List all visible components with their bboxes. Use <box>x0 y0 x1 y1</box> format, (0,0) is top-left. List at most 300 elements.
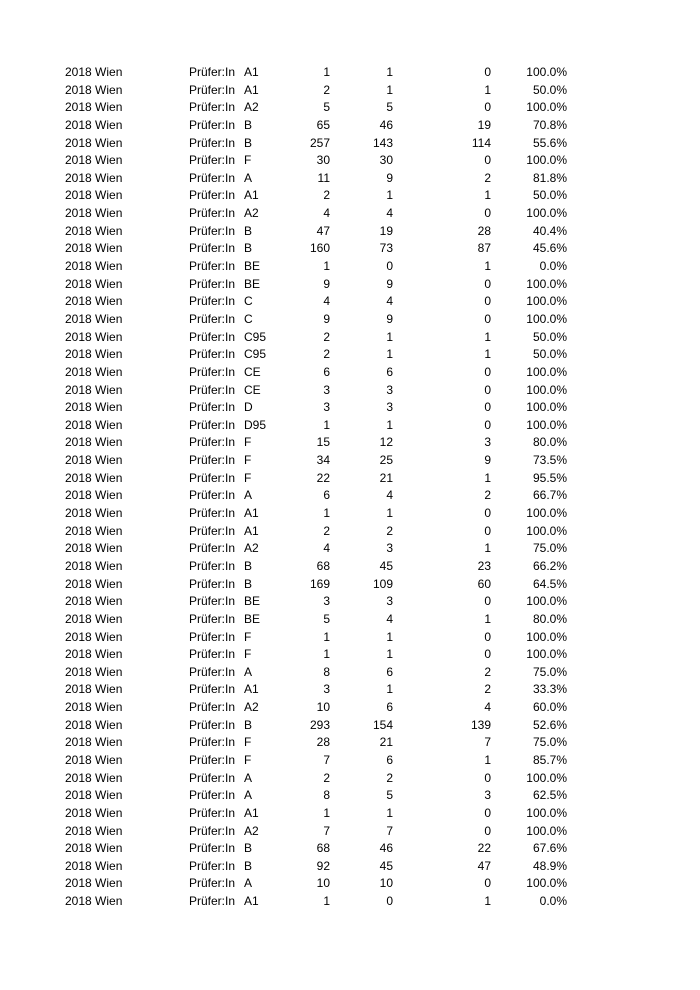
passed-count-cell: 0 <box>386 259 393 274</box>
role-cell: Prüfer:In <box>189 523 236 538</box>
license-class-cell: B <box>244 558 253 573</box>
license-class-cell: A1 <box>244 188 259 203</box>
license-class-cell: BE <box>244 276 261 291</box>
pass-rate-cell: 0.0% <box>539 894 567 909</box>
table-row <box>0 611 700 629</box>
total-count-cell: 9 <box>323 276 330 291</box>
total-count-cell: 3 <box>323 400 330 415</box>
total-count-cell: 2 <box>323 329 330 344</box>
passed-count-cell: 3 <box>386 400 393 415</box>
license-class-cell: C95 <box>244 329 267 344</box>
year-location-cell: 2018 Wien <box>65 682 123 697</box>
table-row <box>0 364 700 382</box>
license-class-cell: B <box>244 117 253 132</box>
role-cell: Prüfer:In <box>189 823 236 838</box>
license-class-cell: D <box>244 400 253 415</box>
total-count-cell: 3 <box>323 594 330 609</box>
table-row <box>0 417 700 435</box>
year-location-cell: 2018 Wien <box>65 629 123 644</box>
year-location-cell: 2018 Wien <box>65 752 123 767</box>
year-location-cell: 2018 Wien <box>65 417 123 432</box>
table-row <box>0 205 700 223</box>
total-count-cell: 8 <box>323 664 330 679</box>
total-count-cell: 257 <box>309 135 330 150</box>
passed-count-cell: 4 <box>386 294 393 309</box>
total-count-cell: 160 <box>309 241 330 256</box>
failed-count-cell: 0 <box>484 647 491 662</box>
year-location-cell: 2018 Wien <box>65 188 123 203</box>
table-row <box>0 699 700 717</box>
license-class-cell: B <box>244 858 253 873</box>
year-location-cell: 2018 Wien <box>65 823 123 838</box>
failed-count-cell: 1 <box>484 347 491 362</box>
failed-count-cell: 0 <box>484 65 491 79</box>
total-count-cell: 5 <box>323 611 330 626</box>
table-row <box>0 734 700 752</box>
role-cell: Prüfer:In <box>189 206 236 221</box>
passed-count-cell: 46 <box>379 117 393 132</box>
pass-rate-cell: 50.0% <box>532 347 567 362</box>
role-cell: Prüfer:In <box>189 594 236 609</box>
table-row <box>0 858 700 876</box>
year-location-cell: 2018 Wien <box>65 206 123 221</box>
role-cell: Prüfer:In <box>189 259 236 274</box>
role-cell: Prüfer:In <box>189 735 236 750</box>
table-row <box>0 875 700 893</box>
failed-count-cell: 0 <box>484 805 491 820</box>
role-cell: Prüfer:In <box>189 488 236 503</box>
role-cell: Prüfer:In <box>189 400 236 415</box>
role-cell: Prüfer:In <box>189 276 236 291</box>
year-location-cell: 2018 Wien <box>65 170 123 185</box>
total-count-cell: 10 <box>316 700 330 715</box>
failed-count-cell: 0 <box>484 364 491 379</box>
table-row <box>0 170 700 188</box>
license-class-cell: B <box>244 241 253 256</box>
year-location-cell: 2018 Wien <box>65 788 123 803</box>
role-cell: Prüfer:In <box>189 453 236 468</box>
total-count-cell: 6 <box>323 488 330 503</box>
table-row <box>0 487 700 505</box>
passed-count-cell: 1 <box>386 347 393 362</box>
passed-count-cell: 4 <box>386 206 393 221</box>
year-location-cell: 2018 Wien <box>65 541 123 556</box>
pass-rate-cell: 66.7% <box>532 488 567 503</box>
table-row <box>0 576 700 594</box>
table-row <box>0 187 700 205</box>
table-row <box>0 152 700 170</box>
pass-rate-cell: 100.0% <box>526 364 567 379</box>
pass-rate-cell: 62.5% <box>532 788 567 803</box>
pass-rate-cell: 81.8% <box>532 170 567 185</box>
failed-count-cell: 3 <box>484 788 491 803</box>
table-row <box>0 805 700 823</box>
passed-count-cell: 10 <box>379 876 393 891</box>
license-class-cell: A1 <box>244 82 259 97</box>
passed-count-cell: 45 <box>379 858 393 873</box>
total-count-cell: 65 <box>316 117 330 132</box>
pass-rate-cell: 75.0% <box>532 664 567 679</box>
pass-rate-cell: 70.8% <box>532 117 567 132</box>
table-row <box>0 558 700 576</box>
failed-count-cell: 1 <box>484 470 491 485</box>
license-class-cell: C95 <box>244 347 267 362</box>
role-cell: Prüfer:In <box>189 117 236 132</box>
total-count-cell: 28 <box>316 735 330 750</box>
failed-count-cell: 60 <box>477 576 491 591</box>
pass-rate-cell: 80.0% <box>532 435 567 450</box>
failed-count-cell: 23 <box>477 558 491 573</box>
total-count-cell: 4 <box>323 541 330 556</box>
total-count-cell: 2 <box>323 188 330 203</box>
failed-count-cell: 139 <box>470 717 491 732</box>
total-count-cell: 293 <box>309 717 330 732</box>
passed-count-cell: 154 <box>372 717 393 732</box>
failed-count-cell: 0 <box>484 100 491 115</box>
failed-count-cell: 114 <box>471 135 491 150</box>
total-count-cell: 1 <box>323 894 330 909</box>
failed-count-cell: 9 <box>484 453 491 468</box>
pass-rate-cell: 100.0% <box>526 770 567 785</box>
passed-count-cell: 1 <box>386 629 393 644</box>
pass-rate-cell: 75.0% <box>532 735 567 750</box>
total-count-cell: 1 <box>323 647 330 662</box>
passed-count-cell: 7 <box>386 823 393 838</box>
failed-count-cell: 1 <box>484 259 491 274</box>
pass-rate-cell: 100.0% <box>526 276 567 291</box>
year-location-cell: 2018 Wien <box>65 241 123 256</box>
year-location-cell: 2018 Wien <box>65 876 123 891</box>
pass-rate-cell: 100.0% <box>526 805 567 820</box>
year-location-cell: 2018 Wien <box>65 841 123 856</box>
failed-count-cell: 87 <box>477 241 491 256</box>
license-class-cell: A2 <box>244 100 259 115</box>
table-row <box>0 770 700 788</box>
table-row <box>0 346 700 364</box>
total-count-cell: 22 <box>316 470 330 485</box>
failed-count-cell: 7 <box>484 735 491 750</box>
total-count-cell: 1 <box>323 629 330 644</box>
failed-count-cell: 47 <box>477 858 491 873</box>
pass-rate-cell: 50.0% <box>532 329 567 344</box>
total-count-cell: 2 <box>323 523 330 538</box>
license-class-cell: BE <box>244 611 261 626</box>
role-cell: Prüfer:In <box>189 82 236 97</box>
pass-rate-cell: 0.0% <box>539 259 567 274</box>
year-location-cell: 2018 Wien <box>65 400 123 415</box>
role-cell: Prüfer:In <box>189 752 236 767</box>
table-row <box>0 223 700 241</box>
passed-count-cell: 3 <box>386 594 393 609</box>
total-count-cell: 30 <box>316 153 330 168</box>
failed-count-cell: 1 <box>484 894 491 909</box>
license-class-cell: A <box>244 664 253 679</box>
table-row <box>0 840 700 858</box>
table-row <box>0 593 700 611</box>
year-location-cell: 2018 Wien <box>65 717 123 732</box>
failed-count-cell: 3 <box>484 435 491 450</box>
failed-count-cell: 1 <box>484 611 491 626</box>
year-location-cell: 2018 Wien <box>65 647 123 662</box>
pass-rate-cell: 33.3% <box>532 682 567 697</box>
passed-count-cell: 1 <box>386 188 393 203</box>
pass-rate-cell: 100.0% <box>526 311 567 326</box>
total-count-cell: 5 <box>323 100 330 115</box>
year-location-cell: 2018 Wien <box>65 453 123 468</box>
year-location-cell: 2018 Wien <box>65 488 123 503</box>
passed-count-cell: 1 <box>386 329 393 344</box>
passed-count-cell: 109 <box>372 576 393 591</box>
total-count-cell: 34 <box>316 453 330 468</box>
pass-rate-cell: 100.0% <box>526 65 567 79</box>
license-class-cell: B <box>244 135 253 150</box>
license-class-cell: A <box>244 788 253 803</box>
total-count-cell: 6 <box>323 364 330 379</box>
table-row <box>0 240 700 258</box>
pass-rate-cell: 100.0% <box>526 594 567 609</box>
table-row <box>0 64 700 82</box>
pass-rate-cell: 100.0% <box>526 294 567 309</box>
passed-count-cell: 30 <box>379 153 393 168</box>
table-row <box>0 399 700 417</box>
total-count-cell: 2 <box>323 82 330 97</box>
role-cell: Prüfer:In <box>189 364 236 379</box>
table-row <box>0 135 700 153</box>
total-count-cell: 1 <box>323 417 330 432</box>
table-row <box>0 82 700 100</box>
total-count-cell: 4 <box>323 294 330 309</box>
license-class-cell: A2 <box>244 823 259 838</box>
role-cell: Prüfer:In <box>189 100 236 115</box>
license-class-cell: B <box>244 717 253 732</box>
role-cell: Prüfer:In <box>189 629 236 644</box>
year-location-cell: 2018 Wien <box>65 382 123 397</box>
table-row <box>0 681 700 699</box>
passed-count-cell: 21 <box>379 735 393 750</box>
failed-count-cell: 0 <box>484 417 491 432</box>
role-cell: Prüfer:In <box>189 611 236 626</box>
table-row <box>0 258 700 276</box>
license-class-cell: A2 <box>244 206 259 221</box>
table-row <box>0 823 700 841</box>
passed-count-cell: 25 <box>379 453 393 468</box>
total-count-cell: 1 <box>323 506 330 521</box>
role-cell: Prüfer:In <box>189 417 236 432</box>
year-location-cell: 2018 Wien <box>65 506 123 521</box>
passed-count-cell: 9 <box>386 276 393 291</box>
passed-count-cell: 5 <box>386 100 393 115</box>
role-cell: Prüfer:In <box>189 188 236 203</box>
pass-rate-cell: 100.0% <box>526 823 567 838</box>
total-count-cell: 1 <box>323 259 330 274</box>
license-class-cell: B <box>244 223 253 238</box>
total-count-cell: 9 <box>323 311 330 326</box>
role-cell: Prüfer:In <box>189 135 236 150</box>
pass-rate-cell: 45.6% <box>532 241 567 256</box>
failed-count-cell: 2 <box>484 170 491 185</box>
total-count-cell: 2 <box>323 347 330 362</box>
failed-count-cell: 0 <box>484 629 491 644</box>
role-cell: Prüfer:In <box>189 241 236 256</box>
table-row <box>0 540 700 558</box>
pass-rate-cell: 55.6% <box>532 135 567 150</box>
pass-rate-cell: 100.0% <box>526 417 567 432</box>
license-class-cell: A <box>244 770 253 785</box>
total-count-cell: 68 <box>316 841 330 856</box>
pass-rate-cell: 100.0% <box>526 382 567 397</box>
total-count-cell: 15 <box>316 435 330 450</box>
license-class-cell: C <box>244 294 253 309</box>
pass-rate-cell: 73.5% <box>532 453 567 468</box>
passed-count-cell: 5 <box>386 788 393 803</box>
failed-count-cell: 0 <box>484 876 491 891</box>
license-class-cell: A1 <box>244 682 259 697</box>
total-count-cell: 7 <box>323 752 330 767</box>
role-cell: Prüfer:In <box>189 470 236 485</box>
passed-count-cell: 143 <box>372 135 393 150</box>
table-row <box>0 276 700 294</box>
year-location-cell: 2018 Wien <box>65 664 123 679</box>
role-cell: Prüfer:In <box>189 558 236 573</box>
pass-rate-cell: 100.0% <box>526 153 567 168</box>
passed-count-cell: 4 <box>386 488 393 503</box>
table-row <box>0 629 700 647</box>
total-count-cell: 8 <box>323 788 330 803</box>
total-count-cell: 1 <box>323 805 330 820</box>
license-class-cell: CE <box>244 364 261 379</box>
table-row <box>0 664 700 682</box>
pass-rate-cell: 48.9% <box>532 858 567 873</box>
role-cell: Prüfer:In <box>189 223 236 238</box>
pass-rate-cell: 95.5% <box>532 470 567 485</box>
year-location-cell: 2018 Wien <box>65 470 123 485</box>
total-count-cell: 3 <box>323 382 330 397</box>
passed-count-cell: 1 <box>386 682 393 697</box>
passed-count-cell: 12 <box>379 435 393 450</box>
year-location-cell: 2018 Wien <box>65 576 123 591</box>
year-location-cell: 2018 Wien <box>65 805 123 820</box>
table-row <box>0 470 700 488</box>
pass-rate-cell: 100.0% <box>526 100 567 115</box>
passed-count-cell: 2 <box>386 523 393 538</box>
failed-count-cell: 2 <box>484 664 491 679</box>
pass-rate-cell: 100.0% <box>526 523 567 538</box>
role-cell: Prüfer:In <box>189 153 236 168</box>
total-count-cell: 68 <box>316 558 330 573</box>
license-class-cell: F <box>244 435 252 450</box>
failed-count-cell: 19 <box>477 117 491 132</box>
role-cell: Prüfer:In <box>189 541 236 556</box>
year-location-cell: 2018 Wien <box>65 82 123 97</box>
passed-count-cell: 9 <box>386 170 393 185</box>
year-location-cell: 2018 Wien <box>65 364 123 379</box>
passed-count-cell: 6 <box>386 752 393 767</box>
passed-count-cell: 21 <box>379 470 393 485</box>
license-class-cell: A <box>244 488 253 503</box>
passed-count-cell: 6 <box>386 364 393 379</box>
license-class-cell: F <box>244 735 252 750</box>
role-cell: Prüfer:In <box>189 65 236 79</box>
passed-count-cell: 1 <box>386 805 393 820</box>
failed-count-cell: 1 <box>484 329 491 344</box>
year-location-cell: 2018 Wien <box>65 311 123 326</box>
total-count-cell: 47 <box>316 223 330 238</box>
year-location-cell: 2018 Wien <box>65 259 123 274</box>
year-location-cell: 2018 Wien <box>65 100 123 115</box>
license-class-cell: F <box>244 470 252 485</box>
failed-count-cell: 0 <box>484 153 491 168</box>
passed-count-cell: 3 <box>386 382 393 397</box>
role-cell: Prüfer:In <box>189 717 236 732</box>
total-count-cell: 92 <box>316 858 330 873</box>
role-cell: Prüfer:In <box>189 700 236 715</box>
role-cell: Prüfer:In <box>189 876 236 891</box>
license-class-cell: F <box>244 453 252 468</box>
license-class-cell: A1 <box>244 894 259 909</box>
license-class-cell: D95 <box>244 417 267 432</box>
failed-count-cell: 0 <box>484 206 491 221</box>
year-location-cell: 2018 Wien <box>65 558 123 573</box>
year-location-cell: 2018 Wien <box>65 594 123 609</box>
role-cell: Prüfer:In <box>189 647 236 662</box>
table-row <box>0 311 700 329</box>
year-location-cell: 2018 Wien <box>65 65 123 79</box>
table-row <box>0 505 700 523</box>
pass-rate-cell: 60.0% <box>532 700 567 715</box>
passed-count-cell: 9 <box>386 311 393 326</box>
pass-rate-cell: 100.0% <box>526 506 567 521</box>
passed-count-cell: 19 <box>379 223 393 238</box>
pass-rate-cell: 75.0% <box>532 541 567 556</box>
failed-count-cell: 2 <box>484 488 491 503</box>
failed-count-cell: 1 <box>484 752 491 767</box>
role-cell: Prüfer:In <box>189 311 236 326</box>
passed-count-cell: 1 <box>386 417 393 432</box>
license-class-cell: BE <box>244 259 261 274</box>
year-location-cell: 2018 Wien <box>65 858 123 873</box>
failed-count-cell: 0 <box>484 594 491 609</box>
failed-count-cell: 0 <box>484 294 491 309</box>
pass-rate-cell: 52.6% <box>532 717 567 732</box>
total-count-cell: 7 <box>323 823 330 838</box>
passed-count-cell: 46 <box>379 841 393 856</box>
license-class-cell: C <box>244 311 253 326</box>
pass-rate-cell: 50.0% <box>532 82 567 97</box>
table-row <box>0 434 700 452</box>
pass-rate-cell: 40.4% <box>532 223 567 238</box>
failed-count-cell: 22 <box>477 841 491 856</box>
pass-rate-cell: 67.6% <box>532 841 567 856</box>
role-cell: Prüfer:In <box>189 682 236 697</box>
table-row <box>0 117 700 135</box>
role-cell: Prüfer:In <box>189 170 236 185</box>
failed-count-cell: 1 <box>484 82 491 97</box>
failed-count-cell: 0 <box>484 311 491 326</box>
license-class-cell: BE <box>244 594 261 609</box>
failed-count-cell: 4 <box>484 700 491 715</box>
table-row <box>0 382 700 400</box>
license-class-cell: F <box>244 752 252 767</box>
passed-count-cell: 0 <box>386 894 393 909</box>
license-class-cell: A <box>244 170 253 185</box>
table-row <box>0 99 700 117</box>
year-location-cell: 2018 Wien <box>65 223 123 238</box>
role-cell: Prüfer:In <box>189 329 236 344</box>
year-location-cell: 2018 Wien <box>65 735 123 750</box>
total-count-cell: 1 <box>323 65 330 79</box>
passed-count-cell: 2 <box>386 770 393 785</box>
role-cell: Prüfer:In <box>189 894 236 909</box>
